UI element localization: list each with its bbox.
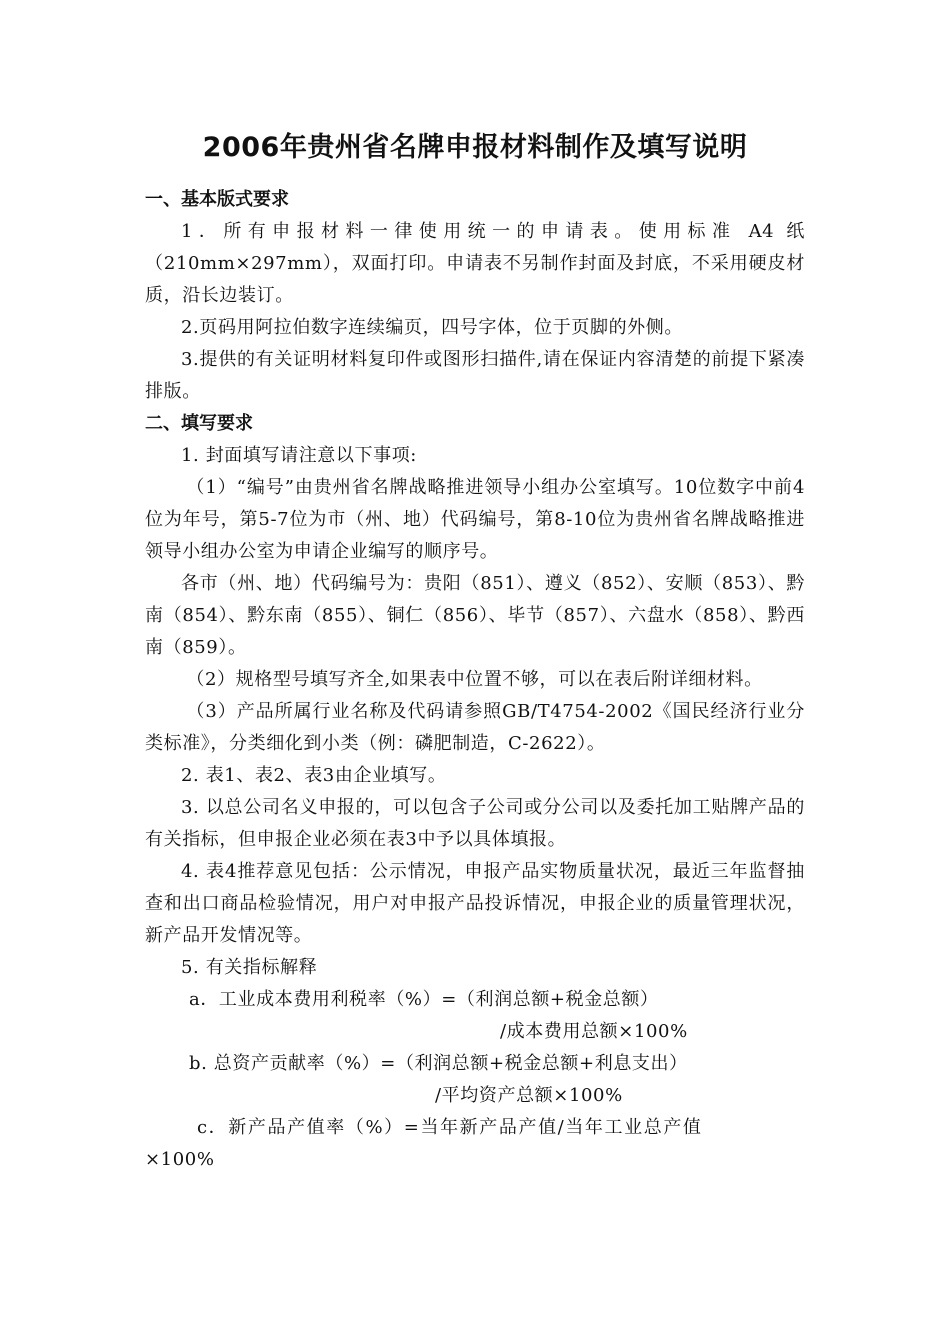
formula-b-line2: /平均资产总额×100%	[435, 1085, 623, 1106]
paragraph-2-2: 2. 表1、表2、表3由企业填写。	[181, 765, 447, 786]
section-filling-requirements	[145, 408, 805, 1176]
paragraph-1-3: 3.提供的有关证明材料复印件或图形扫描件,请在保证内容清楚的前提下紧凑排版。	[145, 349, 805, 402]
paragraph-2-1-2: （2）规格型号填写齐全,如果表中位置不够，可以在表后附详细材料。	[186, 669, 763, 690]
paragraph-1-1: 1．所有申报材料一律使用统一的申请表。使用标准 A4 纸（210mm×297mm），双面打印。申请表不另制作封面及封底，不采用硬皮材质，沿长边装订。	[145, 221, 805, 306]
paragraph-2-3: 3. 以总公司名义申报的，可以包含子公司或分公司以及委托加工贴牌产品的有关指标，但申报企业必须在表3中予以具体填报。	[145, 797, 805, 850]
formula-a-line1: a．工业成本费用利税率（%）=（利润总额+税金总额）	[189, 989, 659, 1010]
paragraph-2-4: 4. 表4推荐意见包括：公示情况，申报产品实物质量状况，最近三年监督抽查和出口商品检验情况，用户对申报产品投诉情况，申报企业的质量管理状况，新产品开发情况等。	[145, 861, 805, 946]
document-title: 2006年贵州省名牌申报材料制作及填写说明	[202, 132, 748, 163]
paragraph-2-1-3: （3）产品所属行业名称及代码请参照GB/T4754-2002《国民经济行业分类标准》，分类细化到小类（例：磷肥制造，C-2622）。	[145, 701, 805, 754]
formula-a-line2: /成本费用总额×100%	[500, 1021, 688, 1042]
section-basic-format	[145, 184, 805, 408]
paragraph-2-codes: 各市（州、地）代码编号为：贵阳（851）、遵义（852）、安顺（853）、黔南（854）、黔东南（855）、铜仁（856）、毕节（857）、六盘水（858）、黔西南（859）。	[145, 573, 805, 658]
paragraph-2-1-1: （1）“编号”由贵州省名牌战略推进领导小组办公室填写。10位数字中前4位为年号，第5-7位为市（州、地）代码编号，第8-10位为贵州省名牌战略推进领导小组办公室为申请企业编写的顺序号。	[145, 477, 805, 562]
paragraph-1-2: 2.页码用阿拉伯数字连续编页，四号字体，位于页脚的外侧。	[181, 317, 683, 338]
formula-c-line1: c．新产品产值率（%）=当年新产品产值/当年工业总产值	[197, 1117, 703, 1138]
paragraph-2-5: 5. 有关指标解释	[181, 957, 318, 978]
section-heading-filling: 二、填写要求	[145, 413, 253, 434]
formula-c-line2: ×100%	[145, 1149, 215, 1170]
paragraph-2-1: 1. 封面填写请注意以下事项:	[181, 445, 417, 466]
formula-b-line1: b. 总资产贡献率（%）=（利润总额+税金总额+利息支出）	[189, 1053, 688, 1074]
section-heading-basic-format: 一、基本版式要求	[145, 189, 289, 210]
